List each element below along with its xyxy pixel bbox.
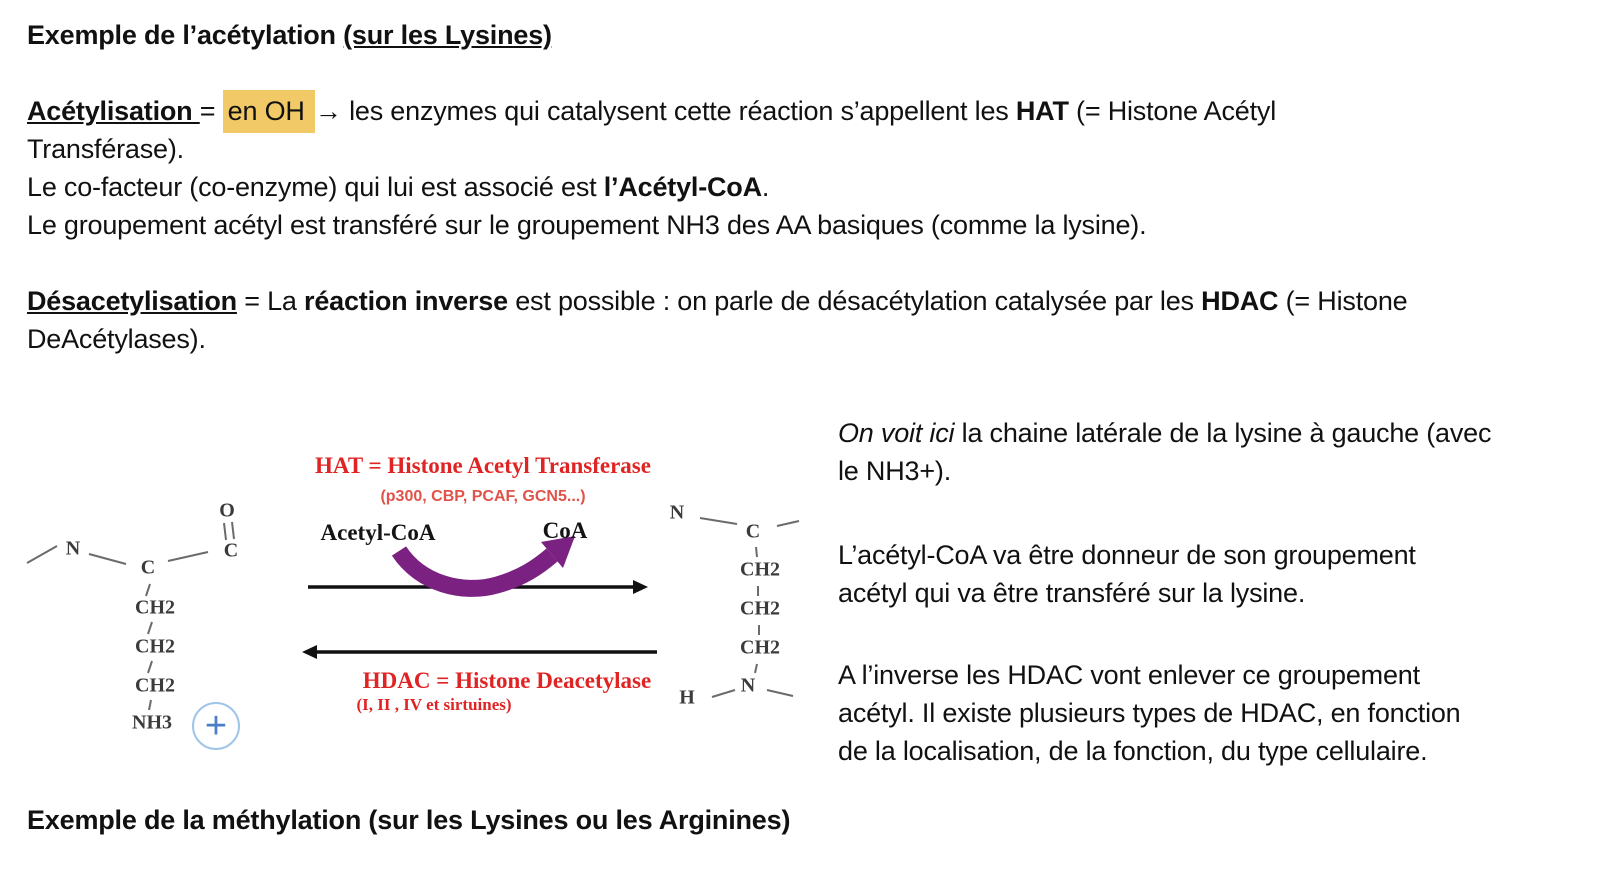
text-segment: A l’inverse les HDAC vont enlever ce groupement — [838, 660, 1420, 690]
annotation-paragraph-1 — [838, 414, 1491, 490]
text-segment: = La — [236, 286, 305, 316]
atom-label-ch2: CH2 — [740, 597, 780, 620]
text-segment: . — [761, 172, 770, 202]
positive-charge-icon: + — [192, 702, 240, 750]
text-segment: HDAC — [1201, 286, 1279, 316]
atom-label-c-carbonyl: C — [223, 539, 239, 562]
atom-label-ch2: CH2 — [740, 636, 780, 659]
atom-label-n-top: N — [669, 501, 685, 524]
text-segment: en OH — [223, 90, 315, 133]
atom-label-c: C — [745, 520, 761, 543]
text-segment: acétyl qui va être transféré sur la lysine. — [838, 578, 1306, 608]
text-line — [838, 732, 1461, 770]
text-segment: Transférase). — [27, 134, 184, 164]
text-line — [27, 130, 1407, 168]
atom-label-ch2: CH2 — [740, 558, 780, 581]
text-segment: (sur les Lysines) — [343, 20, 552, 50]
acetyl-coa-label: Acetyl-CoA — [320, 520, 436, 545]
text-segment: = — [199, 96, 223, 126]
acetylation-definition-line — [27, 92, 1407, 130]
text-segment: de la localisation, de la fonction, du type cellulaire. — [838, 736, 1428, 766]
text-segment: Exemple de l’acétylation — [27, 20, 344, 50]
text-segment: le NH3+). — [838, 456, 951, 486]
annotation-paragraph-2 — [838, 536, 1416, 612]
text-segment: HAT — [1015, 96, 1077, 126]
atom-label-n-left: N — [65, 537, 81, 560]
acetylation-reaction-diagram — [0, 425, 832, 775]
deacetylation-definition-line — [27, 282, 1407, 320]
atom-label-ch2: CH2 — [135, 674, 175, 697]
lysine-left-bonds — [27, 522, 234, 710]
text-line — [838, 574, 1416, 612]
text-segment: réaction inverse — [304, 286, 508, 316]
section-title-line — [27, 801, 790, 839]
hdac-enzyme-label: HDAC = Histone Deacetylase — [362, 668, 652, 693]
text-segment: DeAcétylases). — [27, 324, 206, 354]
text-segment: Désacetylisation — [27, 286, 237, 316]
text-line — [838, 694, 1461, 732]
coa-label: CoA — [542, 518, 588, 543]
cofactor-line — [27, 168, 1407, 206]
text-segment: Acétylisation — [27, 96, 200, 126]
text-segment: → — [314, 96, 350, 126]
text-segment: Le co-facteur (co-enzyme) qui lui est associé est — [27, 172, 604, 202]
text-line — [838, 536, 1416, 574]
annotation-paragraph-3 — [838, 656, 1461, 770]
text-segment: Exemple de la méthylation (sur les Lysines ou les Arginines) — [27, 805, 791, 835]
text-line — [27, 320, 1407, 358]
atom-label-n-bottom: N — [740, 674, 756, 697]
section-title-methylation — [27, 801, 790, 839]
text-segment: (= Histone — [1278, 286, 1408, 316]
text-line — [838, 414, 1491, 452]
transfer-line — [27, 206, 1407, 244]
text-segment: (= Histone Acétyl — [1076, 96, 1276, 126]
text-line — [838, 656, 1461, 694]
text-segment: l’Acétyl-CoA — [603, 172, 762, 202]
blank-line — [27, 244, 1407, 282]
atom-label-c-alpha: C — [140, 556, 156, 579]
page-title — [27, 16, 1407, 54]
text-segment: Le groupement acétyl est transféré sur le groupement NH3 des AA basiques (comme la lysine). — [27, 210, 1147, 240]
atom-label-h: H — [679, 686, 695, 709]
hdac-examples-label: (I, II , IV et sirtuines) — [356, 695, 512, 714]
text-line — [838, 452, 1491, 490]
intro-text-block — [27, 16, 1407, 358]
atom-label-ch2: CH2 — [135, 596, 175, 619]
text-segment: est possible : on parle de désacétylation catalysée par les — [507, 286, 1202, 316]
text-segment: les enzymes qui catalysent cette réaction s’appellent les — [349, 96, 1016, 126]
hat-enzyme-label: HAT = Histone Acetyl Transferase — [315, 453, 651, 478]
atom-label-nh3: NH3 — [132, 711, 172, 734]
text-segment: la chaine latérale de la lysine à gauche (avec — [961, 418, 1492, 448]
reverse-reaction-arrow — [302, 645, 657, 659]
atom-label-ch2: CH2 — [135, 635, 175, 658]
text-segment: On voit ici — [838, 418, 962, 448]
atom-label-o: O — [219, 499, 235, 522]
text-segment: L’acétyl-CoA va être donneur de son groupement — [838, 540, 1416, 570]
text-segment: acétyl. Il existe plusieurs types de HDAC, en fonction — [838, 698, 1461, 728]
hat-examples-label: (p300, CBP, PCAF, GCN5...) — [380, 488, 586, 505]
blank-line — [27, 54, 1407, 92]
